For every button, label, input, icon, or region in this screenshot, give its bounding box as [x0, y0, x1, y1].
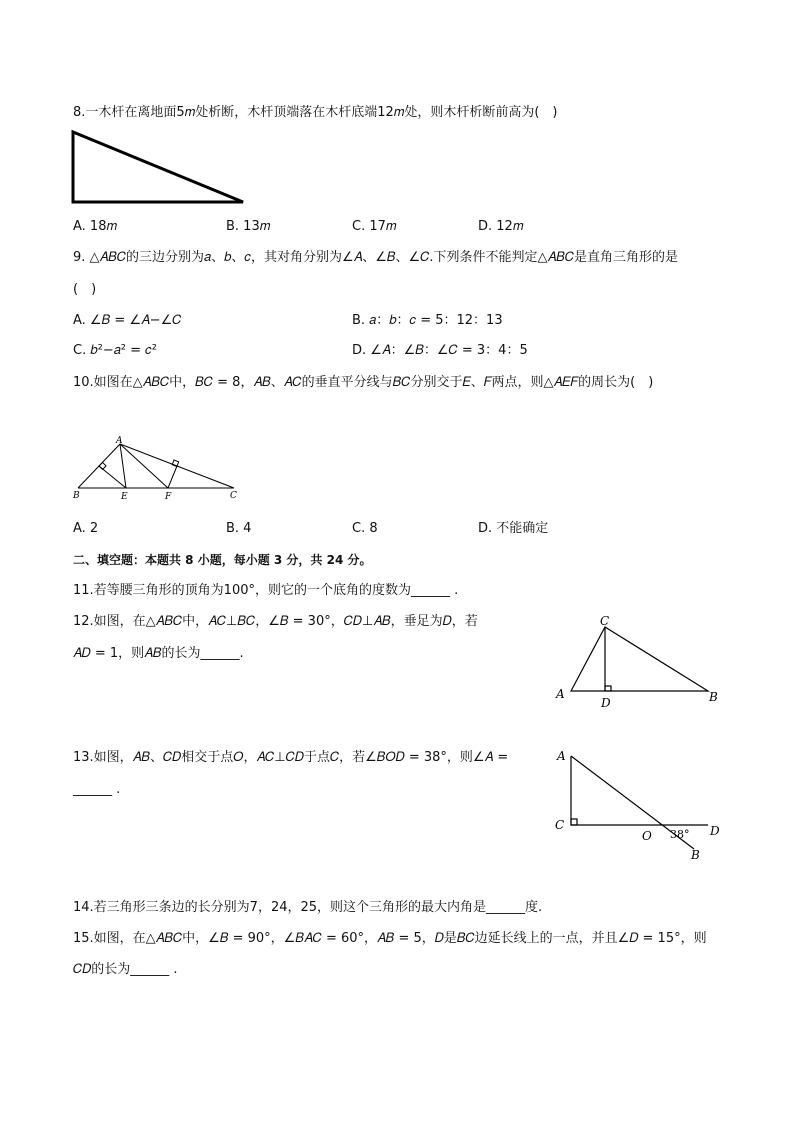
q10-option-c: C. 8: [352, 521, 378, 536]
q15-line2: 𝐶𝐷的长为______ .: [73, 962, 178, 977]
q12-line1: 12.如图，在△𝐴𝐵𝐶中，𝐴𝐶⊥𝐵𝐶，∠𝐵 = 30°，𝐶𝐷⊥𝐴𝐵，垂足为𝐷，若: [73, 614, 478, 629]
q9-stem-cont: ( ): [73, 282, 97, 297]
q9-stem: 9. △𝐴𝐵𝐶的三边分别为𝑎、𝑏、𝑐，其对角分别为∠𝐴、∠𝐵、∠𝐶.下列条件不能判定△𝐴𝐵𝐶是直角三角形的是: [73, 250, 679, 265]
q13-label-a: A: [557, 749, 566, 763]
q12-label-c: C: [600, 614, 610, 628]
q13-label-c: C: [555, 818, 565, 832]
q8-stem: 8.一木杆在离地面5𝑚处析断，木杆顶端落在木杆底端12𝑚处，则木杆析断前高为( ): [73, 105, 558, 120]
q12-figure: [550, 612, 730, 712]
q13-line2: ______ .: [73, 782, 121, 797]
q8-option-b: B. 13𝑚: [226, 219, 271, 234]
q10-stem: 10.如图在△𝐴𝐵𝐶中，𝐵𝐶 = 8，𝐴𝐵、𝐴𝐶的垂直平分线与𝐵𝐶分别交于𝐸、𝐹两点，则△𝐴𝐸𝐹的周长为( ): [73, 375, 654, 390]
q12-label-d: D: [601, 696, 611, 710]
q12-line2: 𝐴𝐷 = 1，则𝐴𝐵的长为______.: [73, 646, 244, 661]
q10-option-b: B. 4: [226, 521, 252, 536]
q9-option-c: C. 𝑏²−𝑎² = 𝑐²: [73, 343, 157, 358]
q13-label-b: B: [691, 848, 700, 862]
q10-option-a: A. 2: [73, 521, 99, 536]
q8-option-a: A. 18𝑚: [73, 219, 118, 234]
q13-label-d: D: [710, 824, 720, 838]
q13-angle-label: 38°: [670, 828, 690, 841]
q13-label-o: O: [642, 829, 652, 843]
q9-option-d: D. ∠𝐴：∠𝐵：∠𝐶 = 3：4：5: [352, 343, 528, 358]
q14-stem: 14.若三角形三条边的长分别为7，24，25，则这个三角形的最大内角是______度.: [73, 900, 543, 915]
q10-label-f: F: [165, 492, 172, 502]
q9-option-a: A. ∠𝐵 = ∠𝐴−∠𝐶: [73, 313, 182, 328]
q11-stem: 11.若等腰三角形的顶角为100°，则它的一个底角的度数为______ .: [73, 583, 459, 598]
q10-label-e: E: [121, 492, 128, 502]
section2-heading: 二、填空题：本题共 8 小题，每小题 3 分，共 24 分。: [73, 553, 372, 567]
q12-label-a: A: [556, 687, 565, 701]
q8-figure: [70, 128, 250, 208]
q15-line1: 15.如图，在△𝐴𝐵𝐶中，∠𝐵 = 90°，∠𝐵𝐴𝐶 = 60°，𝐴𝐵 = 5，𝐷是𝐵𝐶边延长线上的一点，并且∠𝐷 = 15°，则: [73, 931, 707, 946]
q10-label-a: A: [116, 436, 123, 446]
q13-line1: 13.如图，𝐴𝐵、𝐶𝐷相交于点𝑂，𝐴𝐶⊥𝐶𝐷于点𝐶，若∠𝐵𝑂𝐷 = 38°，则∠𝐴 =: [73, 750, 509, 765]
q10-label-c: C: [230, 491, 237, 501]
q8-broken-pole-triangle: [73, 132, 243, 202]
q12-label-b: B: [709, 690, 718, 704]
q8-option-d: D. 12𝑚: [478, 219, 524, 234]
q10-figure: [70, 432, 255, 504]
q13-figure: [550, 742, 730, 867]
q10-label-b: B: [73, 491, 80, 501]
q10-option-d: D. 不能确定: [478, 521, 549, 536]
q9-option-b: B. 𝑎：𝑏：𝑐 = 5：12：13: [352, 313, 503, 328]
q8-option-c: C. 17𝑚: [352, 219, 397, 234]
